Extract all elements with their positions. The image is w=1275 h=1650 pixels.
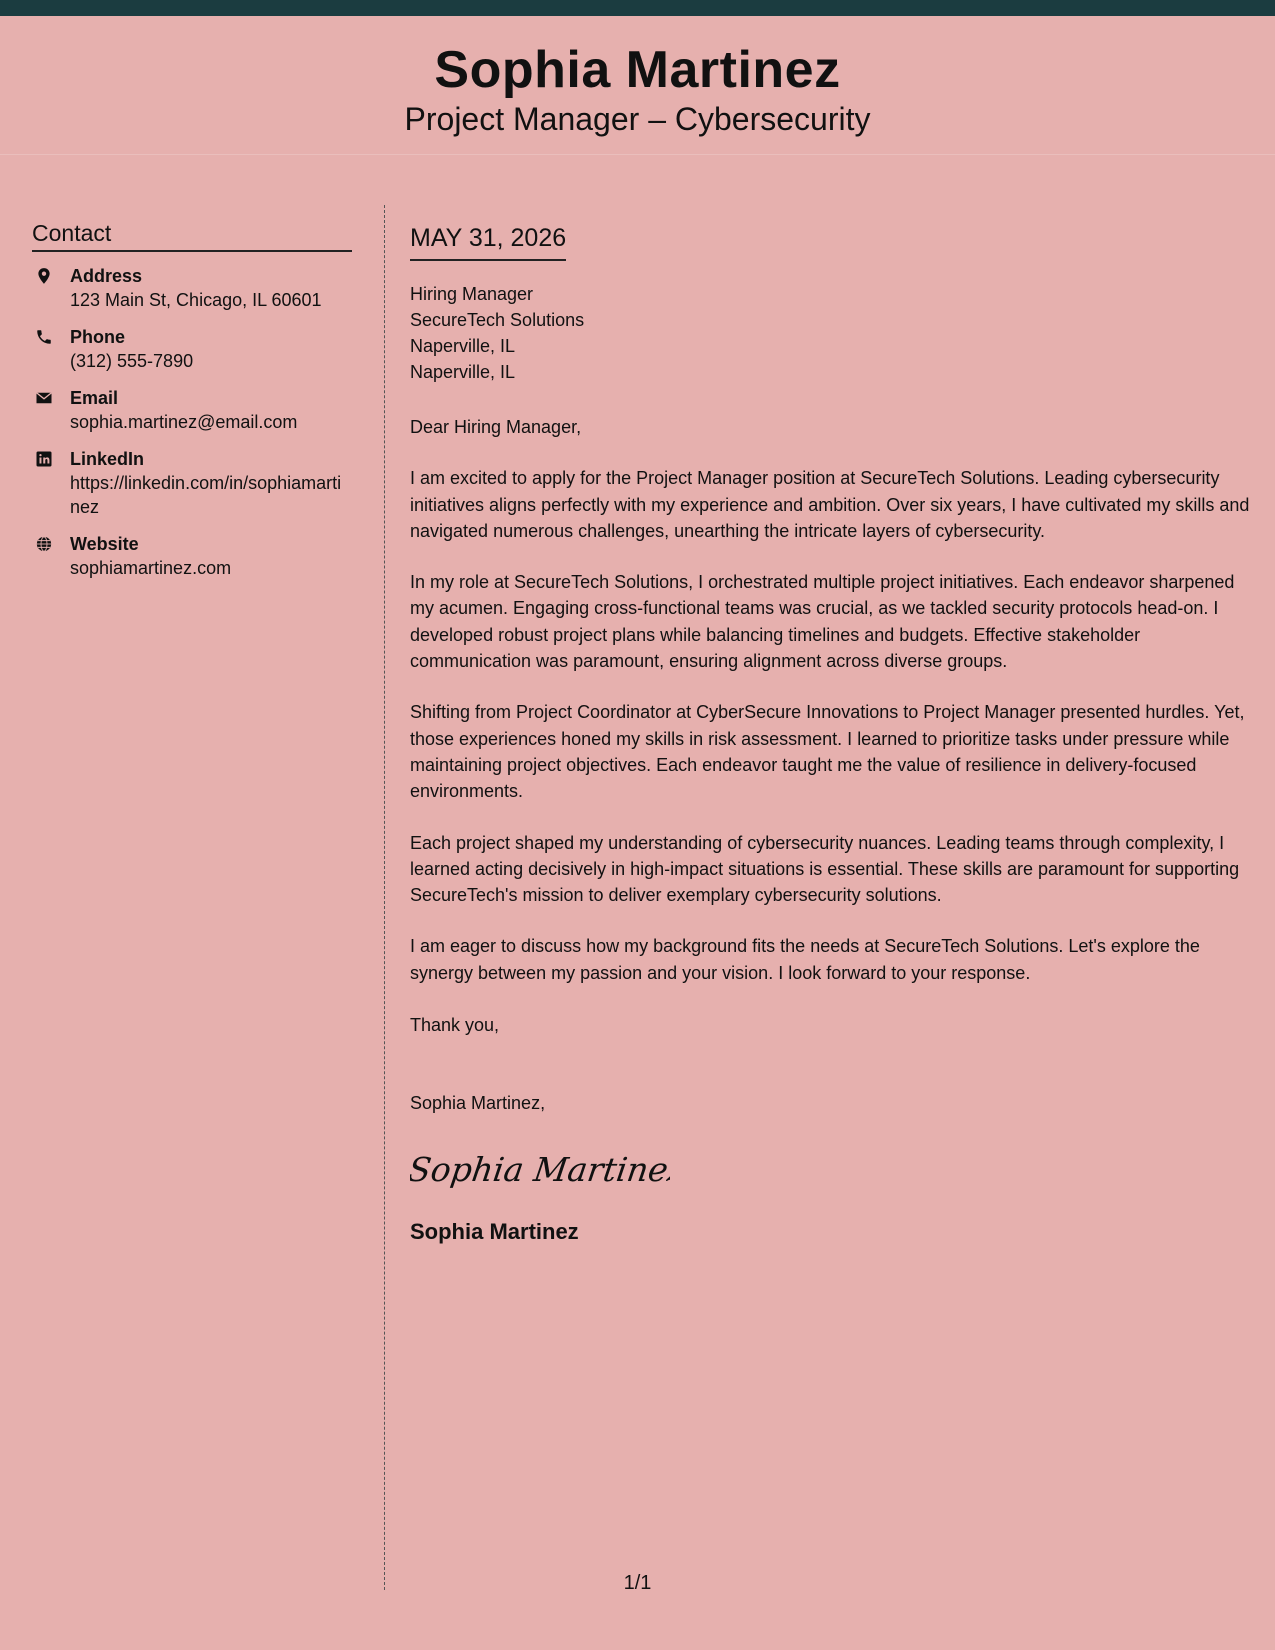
map-pin-icon — [32, 264, 56, 288]
recipient-line: Naperville, IL — [410, 336, 516, 356]
contact-heading: Contact — [32, 220, 352, 252]
letter-body — [410, 222, 1250, 1245]
body-paragraph: Shifting from Project Coordinator at CyberSecure Innovations to Project Manager presented hurdles. Yet, those experiences honed my skills in risk assessment. I learned to prioritize tasks under pressure while maintaining project objectives. Each endeavor taught me the value of resilience in delivery-focused environments. — [410, 702, 1245, 802]
signed-name: Sophia Martinez — [410, 1218, 579, 1244]
letter-date: MAY 31, 2026 — [410, 222, 566, 261]
column-divider — [384, 205, 385, 1590]
recipient-line: Hiring Manager — [410, 284, 534, 304]
linkedin-icon — [32, 447, 56, 471]
page-header — [0, 16, 1275, 155]
job-title: Project Manager – Cybersecurity — [404, 101, 871, 137]
contact-label: Website — [70, 534, 139, 554]
contact-label: Email — [70, 388, 119, 408]
recipient-line: Naperville, IL — [410, 362, 516, 382]
contact-value[interactable]: https://linkedin.com/in/sophiamartinez — [70, 473, 342, 517]
contact-label: Phone — [70, 327, 126, 347]
signature-text: Sophia Martinez — [410, 1149, 670, 1189]
contact-item-website — [32, 532, 352, 580]
envelope-icon — [32, 386, 56, 410]
body-paragraph: Each project shaped my understanding of cybersecurity nuances. Leading teams through complexity, I learned acting decisively in high-impact situations is essential. These skills are paramount for supporting SecureTech's mission to deliver exemplary cybersecurity solutions. — [410, 832, 1240, 906]
contact-label: LinkedIn — [70, 449, 145, 469]
phone-icon — [32, 325, 56, 349]
body-paragraph: In my role at SecureTech Solutions, I orchestrated multiple project initiatives. Each endeavor sharpened my acumen. Engaging cross-functional teams was crucial, as we tackled security protocols head-on. I developed robust project plans while balancing timelines and budgets. Effective stakeholder communication was paramount, ensuring alignment across diverse groups. — [410, 572, 1235, 672]
contact-value[interactable]: sophiamartinez.com — [70, 558, 232, 578]
handwritten-signature — [410, 1145, 1250, 1195]
recipient-line: SecureTech Solutions — [410, 310, 585, 330]
applicant-name: Sophia Martinez — [434, 41, 841, 99]
contact-item-phone — [32, 325, 352, 373]
top-accent-bar — [0, 0, 1275, 16]
contact-label: Address — [70, 266, 143, 286]
body-paragraph: I am eager to discuss how my background fits the needs at SecureTech Solutions. Let's explore the synergy between my passion and your vision. I look forward to your response. — [410, 936, 1200, 983]
closing: Thank you, — [410, 1015, 500, 1036]
contact-item-address — [32, 264, 352, 312]
contact-value: (312) 555-7890 — [70, 351, 194, 371]
signoff-name: Sophia Martinez, — [410, 1093, 546, 1114]
salutation: Dear Hiring Manager, — [410, 417, 582, 437]
recipient-block — [410, 281, 1250, 385]
contact-item-linkedin — [32, 447, 352, 519]
body-paragraph: I am excited to apply for the Project Manager position at SecureTech Solutions. Leading cybersecurity initiatives aligns perfectly with my experience and ambition. Over six years, I have cultivated my skills and navigated numerous challenges, unearthing the intricate layers of cybersecurity. — [410, 468, 1250, 541]
contact-value: sophia.martinez@email.com — [70, 412, 298, 432]
page-number: 1/1 — [623, 1572, 652, 1594]
contact-item-email — [32, 386, 352, 434]
globe-icon — [32, 532, 56, 556]
contact-value: 123 Main St, Chicago, IL 60601 — [70, 290, 322, 310]
contact-sidebar — [32, 220, 352, 593]
